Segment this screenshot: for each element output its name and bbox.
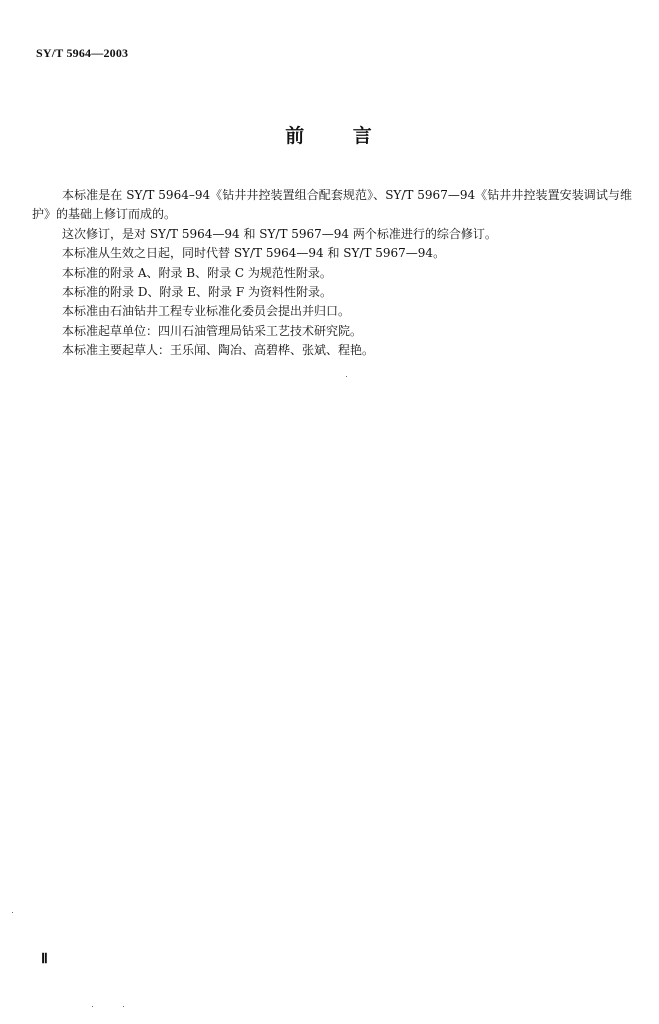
paragraph: 本标准的附录 A、附录 B、附录 C 为规范性附录。	[62, 265, 332, 280]
paragraph: 本标准起草单位：四川石油管理局钻采工艺技术研究院。	[62, 323, 363, 338]
page-number: Ⅱ	[41, 952, 48, 967]
scan-speck	[92, 1006, 93, 1007]
foreword-body	[32, 186, 632, 361]
paragraph: 本标准由石油钻井工程专业标准化委员会提出并归口。	[62, 304, 351, 319]
scan-speck	[12, 912, 13, 913]
paragraph: 本标准从生效之日起，同时代替 SY/T 5964—94 和 SY/T 5967—94。	[62, 246, 446, 261]
standard-code: SY/T 5964—2003	[36, 46, 129, 60]
scan-speck	[346, 376, 347, 377]
paragraph: 这次修订，是对 SY/T 5964—94 和 SY/T 5967—94 两个标准进行的综合修订。	[62, 226, 497, 241]
scan-speck	[123, 1006, 124, 1007]
paragraph: 本标准主要起草人：王乐闻、陶冶、高碧桦、张斌、程艳。	[62, 343, 375, 358]
paragraph: 本标准的附录 D、附录 E、附录 F 为资料性附录。	[62, 285, 332, 300]
page-title: 前 言	[285, 125, 374, 147]
paragraph: 本标准是在 SY/T 5964–94《钻井井控装置组合配套规范》、SY/T 5967—94《钻井井控装置安装调试与维护》的基础上修订而成的。	[32, 188, 632, 222]
